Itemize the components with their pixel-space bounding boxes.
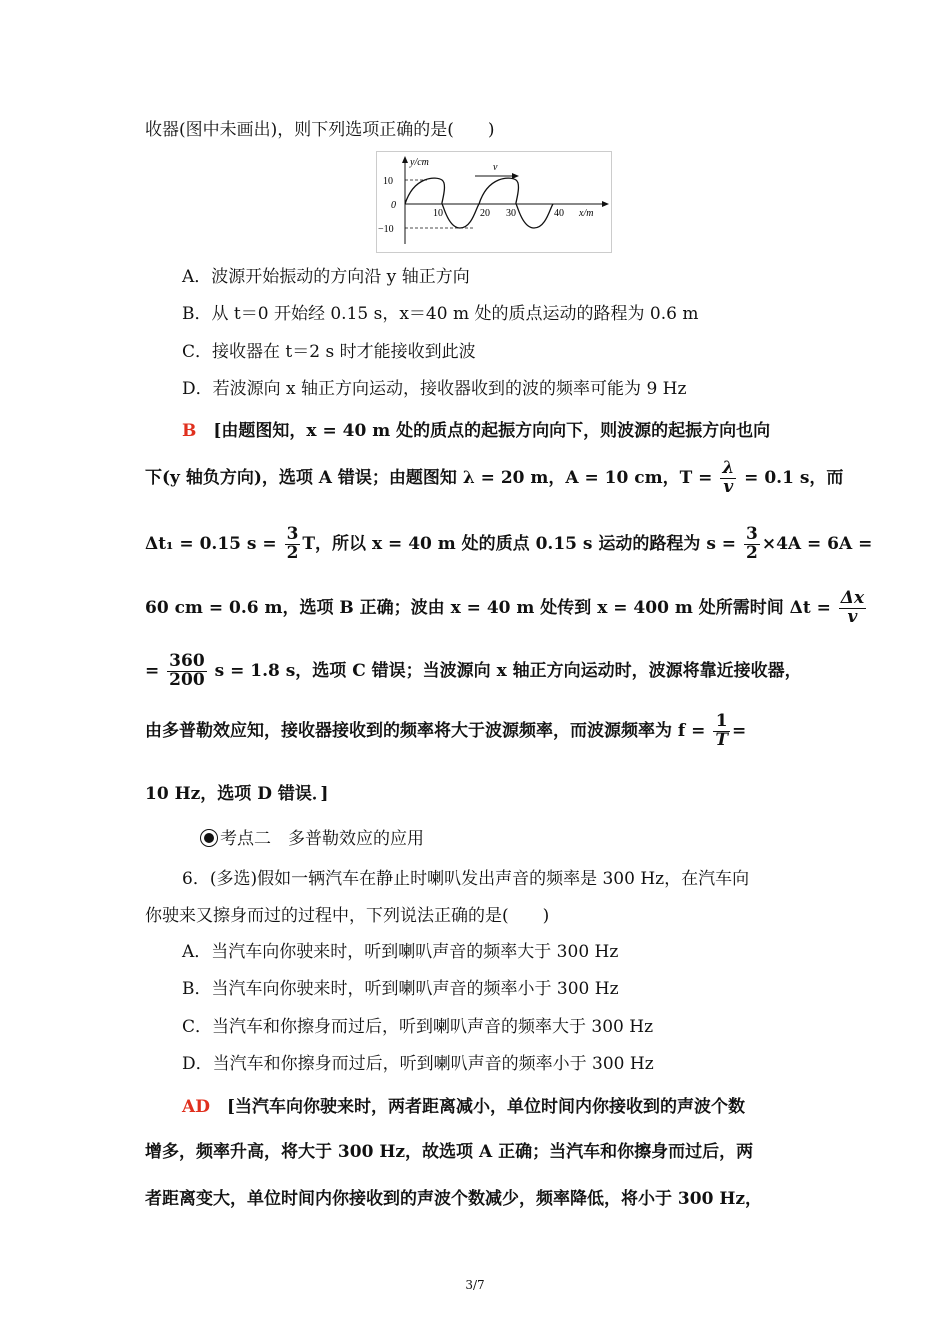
q5-option-b (182, 299, 698, 324)
x-tick-30: 30 (506, 208, 516, 219)
fraction-dx-over-v (839, 590, 866, 627)
option-text: 当汽车和你擦身而过后，听到喇叭声音的频率小于 300 Hz (212, 1054, 654, 1074)
frac-den: 2 (745, 542, 758, 563)
explanation-text: 60 cm = 0.6 m，选项 B 正确；波由 x = 40 m 处传到 x = 400 m 处所需时间 Δt = (145, 597, 831, 618)
q5-explanation-line-5 (145, 653, 802, 690)
frac-den: v (723, 476, 734, 497)
fraction-360-over-200 (167, 653, 207, 690)
explanation-text: = 0.1 s，而 (744, 467, 844, 488)
frac-num: 1 (713, 713, 730, 732)
option-letter: B． (182, 979, 212, 999)
q5-intro: 收器(图中未画出)，则下列选项正确的是( ) (145, 120, 495, 140)
option-letter: C． (182, 342, 213, 362)
frac-num: 3 (745, 524, 758, 544)
explanation-text: ×4A = 6A = (761, 533, 873, 554)
q5-explanation-line-6 (145, 713, 746, 750)
page-number: 3/7 (465, 1278, 485, 1292)
q6-option-c (182, 1012, 653, 1037)
option-text: 波源开始振动的方向沿 y 轴正方向 (211, 267, 470, 287)
explanation-text: [由题图知，x = 40 m 处的质点的起振方向向下，则波源的起振方向也向 (213, 421, 771, 441)
x-tick-40: 40 (554, 208, 564, 219)
option-text: 从 t＝0 开始经 0.15 s，x＝40 m 处的质点运动的路程为 0.6 m (211, 304, 699, 324)
explanation-text: 下(y 轴负方向)，选项 A 错误；由题图知 λ = 20 m，A = 10 cm，T = (145, 467, 713, 488)
option-letter: D． (182, 1054, 213, 1074)
explanation-text: [当汽车向你驶来时，两者距离减小，单位时间内你接收到的声波个数 (226, 1097, 745, 1117)
y-tick-neg10: −10 (378, 224, 394, 235)
q5-explanation-line-7: 10 Hz，选项 D 错误．] (145, 784, 329, 804)
q5-explanation-line-1 (182, 416, 770, 441)
explanation-text: s = 1.8 s，选项 C 错误；当波源向 x 轴正方向运动时，波源将靠近接收器， (214, 660, 802, 681)
section-label: 考点二 多普勒效应的应用 (220, 829, 424, 849)
frac-num: 3 (286, 524, 299, 544)
frac-den: v (847, 606, 858, 627)
q5-explanation-line-3 (145, 526, 872, 563)
q6-option-d (182, 1049, 654, 1074)
y-axis-label: y/cm (410, 157, 429, 168)
fraction-3-over-2 (285, 526, 301, 563)
q6-stem-line-2: 你驶来又擦身而过的过程中，下列说法正确的是( ) (145, 906, 550, 926)
q5-explanation-line-4 (145, 590, 868, 627)
wave-curve (405, 178, 553, 228)
wave-figure (376, 151, 612, 253)
section-heading (200, 824, 424, 849)
frac-den: 200 (169, 669, 205, 690)
option-letter: C． (182, 1017, 213, 1037)
q6-explanation-line-3: 者距离变大，单位时间内你接收到的声波个数减少，频率降低，将小于 300 Hz， (145, 1189, 763, 1209)
q6-stem-line-1: 6．(多选)假如一辆汽车在静止时喇叭发出声音的频率是 300 Hz，在汽车向 (182, 869, 750, 889)
frac-den: T (715, 729, 728, 750)
q5-option-d (182, 374, 686, 399)
frac-num: 360 (169, 651, 205, 671)
x-axis-label: x/m (579, 208, 594, 219)
option-text: 接收器在 t＝2 s 时才能接收到此波 (212, 342, 476, 362)
frac-num: Δx (840, 588, 865, 608)
x-axis-arrow (602, 201, 609, 207)
explanation-text: Δt₁ = 0.15 s = (145, 533, 277, 554)
option-letter: B． (182, 304, 212, 324)
wave-plot (377, 152, 611, 252)
q5-explanation-line-2 (145, 460, 843, 497)
y-axis-arrow (402, 156, 408, 163)
frac-den: 2 (286, 542, 299, 563)
option-text: 当汽车向你驶来时，听到喇叭声音的频率大于 300 Hz (211, 942, 619, 962)
q6-option-b (182, 974, 619, 999)
option-text: 当汽车向你驶来时，听到喇叭声音的频率小于 300 Hz (211, 979, 619, 999)
q6-answer: AD (182, 1097, 210, 1117)
bullet-icon (200, 829, 218, 847)
fraction-3-over-2 (744, 526, 760, 563)
option-text: 若波源向 x 轴正方向运动，接收器收到的波的频率可能为 9 Hz (212, 379, 687, 399)
q5-option-a (182, 262, 470, 287)
q6-explanation-line-2: 增多，频率升高，将大于 300 Hz，故选项 A 正确；当汽车和你擦身而过后，两 (145, 1142, 754, 1162)
explanation-text: = (145, 660, 160, 681)
x-tick-20: 20 (480, 208, 490, 219)
q6-explanation-line-1 (182, 1092, 745, 1117)
fraction-lambda-over-v (720, 460, 736, 497)
explanation-text: T，所以 x = 40 m 处的质点 0.15 s 运动的路程为 s = (302, 533, 737, 554)
x-tick-10: 10 (433, 208, 443, 219)
y-tick-0: 0 (391, 200, 396, 211)
velocity-arrow-head (512, 173, 519, 179)
explanation-text: 由多普勒效应知，接收器接收到的频率将大于波源频率，而波源频率为 f = (145, 720, 706, 741)
velocity-label: v (493, 162, 498, 173)
option-letter: A． (182, 267, 212, 287)
option-letter: A． (182, 942, 212, 962)
option-letter: D． (182, 379, 213, 399)
y-tick-10: 10 (383, 176, 393, 187)
explanation-text: = (731, 720, 747, 741)
option-text: 当汽车和你擦身而过后，听到喇叭声音的频率大于 300 Hz (212, 1017, 654, 1037)
q6-option-a (182, 937, 618, 962)
frac-num: λ (722, 458, 735, 478)
fraction-1-over-T (713, 713, 730, 750)
q5-option-c (182, 337, 476, 362)
q5-answer: B (182, 421, 197, 441)
